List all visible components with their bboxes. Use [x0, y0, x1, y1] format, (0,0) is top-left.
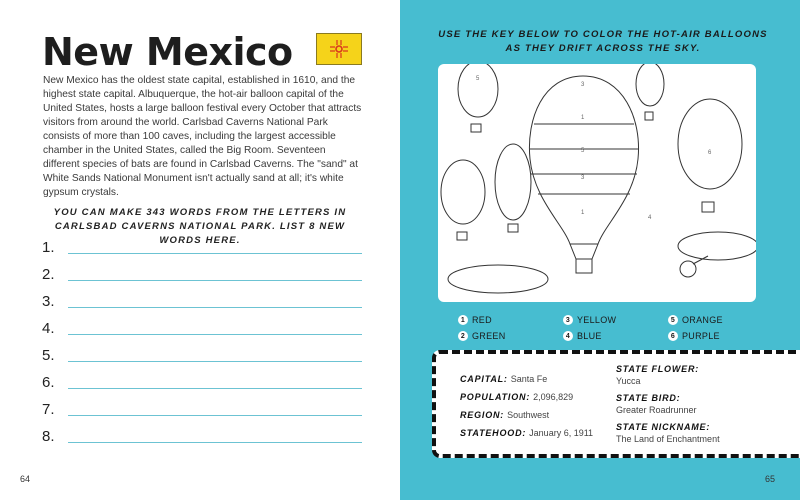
- answer-line-4[interactable]: [42, 319, 362, 339]
- svg-text:3: 3: [581, 175, 585, 181]
- key-label: PURPLE: [682, 331, 720, 341]
- small-balloon: [495, 144, 531, 232]
- key-item-red: [458, 315, 492, 325]
- cloud: [448, 232, 756, 293]
- svg-text:3: 3: [581, 82, 585, 88]
- state-facts-box: [432, 350, 800, 458]
- key-item-yellow: [563, 315, 616, 325]
- key-number-badge: 3: [563, 315, 573, 325]
- fact-state-bird: STATE BIRD: Greater Roadrunner: [616, 393, 697, 415]
- small-balloon: [636, 64, 664, 120]
- line-number: 5.: [42, 347, 55, 364]
- key-item-green: [458, 331, 506, 341]
- word-prompt: YOU CAN MAKE 343 WORDS FROM THE LETTERS IN CARLSBAD CAVERNS NATIONAL PARK. LIST 8 NEW WORDS HERE.: [53, 207, 347, 246]
- key-label: ORANGE: [682, 315, 723, 325]
- svg-text:6: 6: [708, 150, 712, 156]
- page-number: 65: [765, 474, 776, 484]
- answer-line-8[interactable]: [42, 427, 362, 447]
- key-number-badge: 5: [668, 315, 678, 325]
- new-mexico-flag: [316, 33, 362, 65]
- key-number-badge: 4: [563, 331, 573, 341]
- line-number: 8.: [42, 428, 55, 445]
- key-label: GREEN: [472, 331, 506, 341]
- line-number: 1.: [42, 239, 55, 256]
- page-title: New Mexico: [42, 30, 293, 74]
- intro-paragraph: New Mexico has the oldest state capital, established in 1610, and the highest state capital. Albuquerque, the hot-air balloon capital of the United States, hosts a large balloon festival every October that attracts visitors from around the world. Carlsbad Caverns National Park consists of more than 100 caves, including the largest accessible chamber in the United States, called the Big Room. Seventeen different species of bats are found in Carlsbad Caverns. The "sand" at White Sands National Monument isn't actually sand at all; it's white gypsum crystals.: [43, 75, 362, 198]
- key-item-blue: [563, 331, 602, 341]
- answer-line-3[interactable]: [42, 292, 362, 312]
- answer-line-6[interactable]: [42, 373, 362, 393]
- line-number: 7.: [42, 401, 55, 418]
- key-label: YELLOW: [577, 315, 617, 325]
- key-number-badge: 6: [668, 331, 678, 341]
- svg-text:5: 5: [476, 76, 480, 82]
- line-number: 2.: [42, 266, 55, 283]
- fact-statehood: STATEHOOD: January 6, 1911: [460, 428, 594, 438]
- right-page: [400, 0, 800, 500]
- fact-state-nickname: STATE NICKNAME: The Land of Enchantment: [616, 422, 720, 444]
- answer-line-1[interactable]: [42, 238, 362, 258]
- coloring-prompt: USE THE KEY BELOW TO COLOR THE HOT-AIR BALLOONS AS THEY DRIFT ACROSS THE SKY.: [438, 29, 768, 54]
- svg-text:5: 5: [581, 148, 585, 154]
- svg-text:4: 4: [648, 215, 652, 221]
- answer-line-5[interactable]: [42, 346, 362, 366]
- svg-text:1: 1: [581, 115, 585, 121]
- fact-population: POPULATION: 2,096,829: [460, 392, 574, 402]
- small-balloon: [441, 160, 485, 240]
- svg-text:1: 1: [581, 210, 585, 216]
- key-label: RED: [472, 315, 492, 325]
- key-item-purple: [668, 331, 720, 341]
- fact-region: REGION: Southwest: [460, 410, 550, 420]
- fact-capital: CAPITAL: Santa Fe: [460, 374, 548, 384]
- key-number-badge: 2: [458, 331, 468, 341]
- line-number: 4.: [42, 320, 55, 337]
- page-number: 64: [20, 474, 31, 484]
- answer-line-7[interactable]: [42, 400, 362, 420]
- answer-line-2[interactable]: [42, 265, 362, 285]
- line-number: 6.: [42, 374, 55, 391]
- key-number-badge: 1: [458, 315, 468, 325]
- key-item-orange: [668, 315, 723, 325]
- line-number: 3.: [42, 293, 55, 310]
- zia-sun-icon: [329, 39, 349, 59]
- small-balloon: [458, 64, 498, 132]
- fact-state-flower: STATE FLOWER: Yucca: [616, 364, 700, 386]
- balloon-coloring-illustration: [438, 64, 756, 302]
- key-label: BLUE: [577, 331, 602, 341]
